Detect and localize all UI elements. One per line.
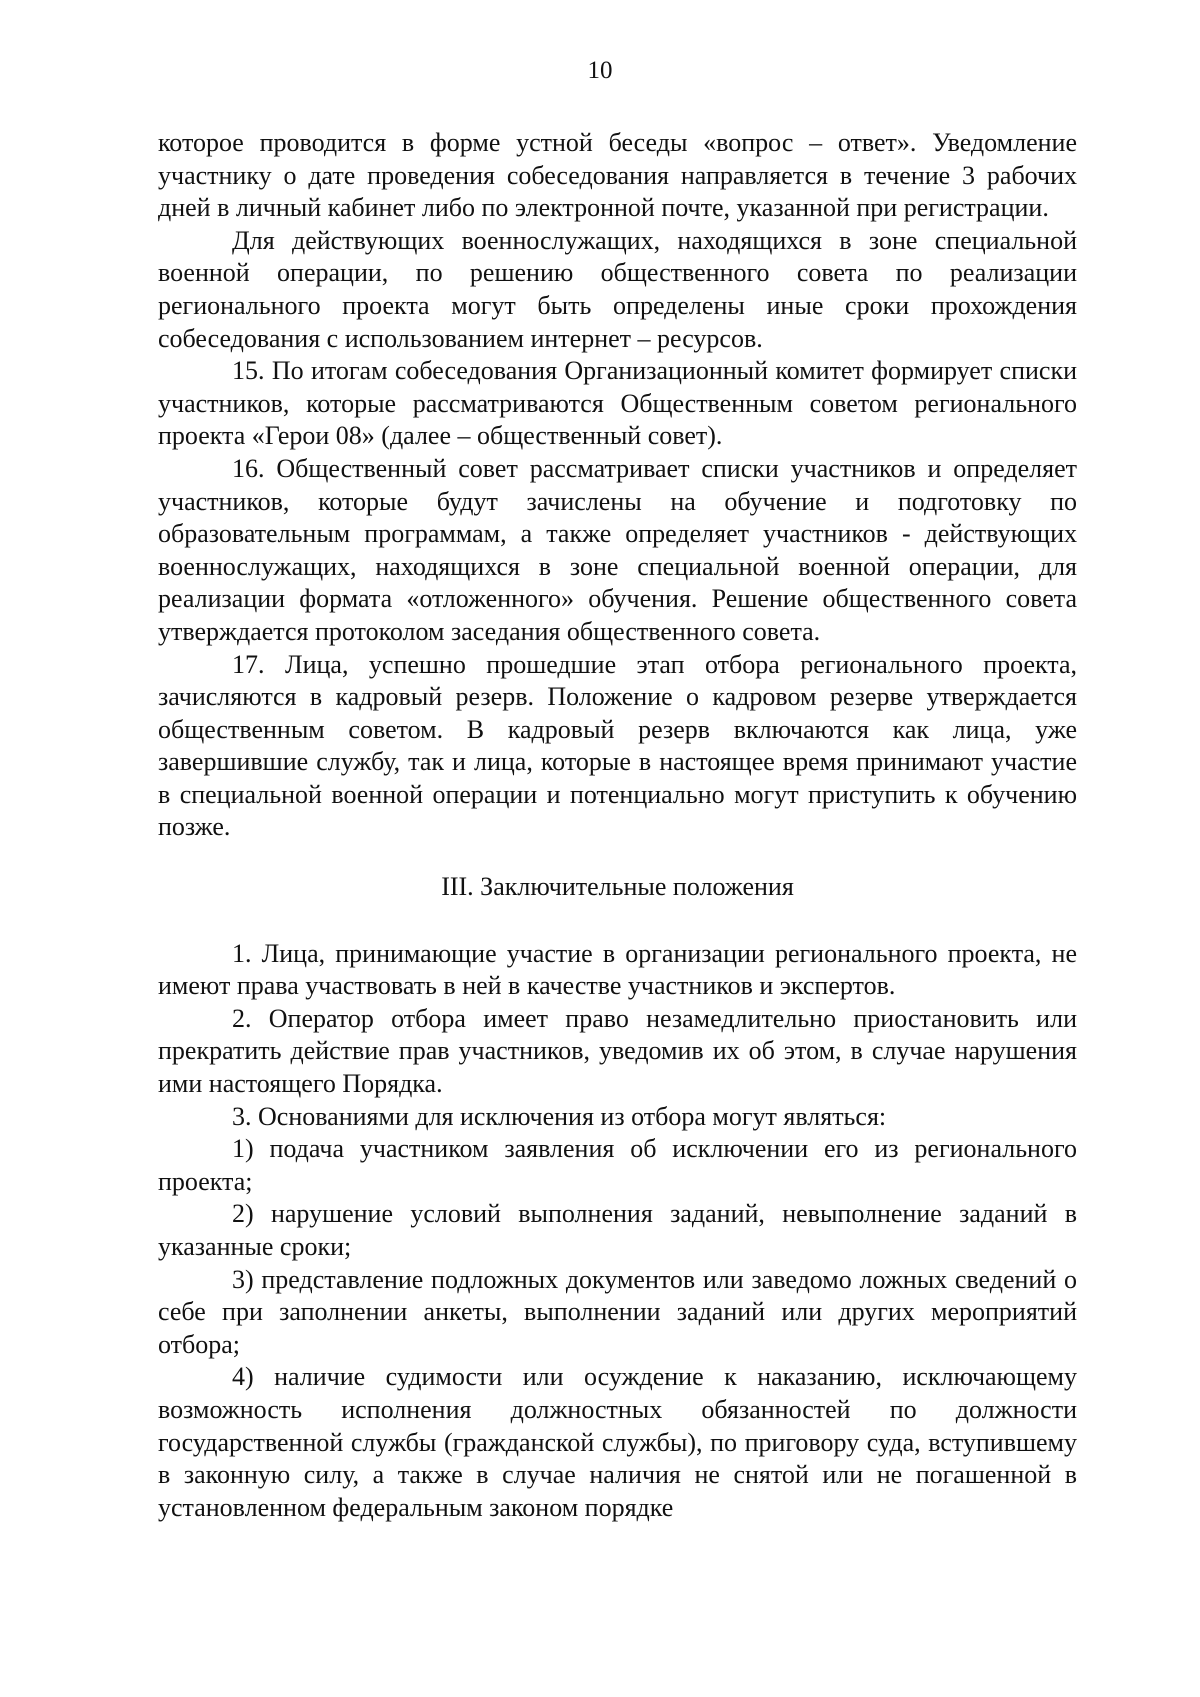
list-item: 4) наличие судимости или осуждение к наказанию, исключающему возможность исполнения должностных обязанностей по должности государственной службы (гражданской службы), по приговору суда, вступившему в законную силу, а также в случае наличия не снятой или не погашенной в установленном федеральным законом порядке (158, 1362, 1077, 1522)
document-body (158, 127, 1077, 1524)
paragraph: 15. По итогам собеседования Организационный комитет формирует списки участников, которые рассматриваются Общественным советом регионального проекта «Герои 08» (далее – общественный совет). (158, 356, 1077, 451)
list-item: 3) представление подложных документов или заведомо ложных сведений о себе при заполнении анкеты, выполнении заданий или других мероприятий отбора; (158, 1264, 1077, 1359)
spacer (158, 844, 1077, 871)
section-heading: III. Заключительные положения (441, 872, 794, 902)
paragraph: 16. Общественный совет рассматривает списки участников и определяет участников, которые будут зачислены на обучение и подготовку по образовательным программам, а также определяет участников - действующих военнослужащих, находящихся в зоне специальной военной операции, для реализации формата «отложенного» обучения. Решение общественного совета утверждается протоколом заседания общественного совета. (158, 453, 1077, 646)
paragraph: 17. Лица, успешно прошедшие этап отбора регионального проекта, зачисляются в кадровый резерв. Положение о кадровом резерве утверждается общественным советом. В кадровый резерв включаются как лица, уже завершившие службу, так и лица, которые в настоящее время принимают участие в специальной военной операции и потенциально могут приступить к обучению позже. (158, 649, 1077, 842)
page-number: 10 (587, 57, 613, 84)
paragraph: 1. Лица, принимающие участие в организации регионального проекта, не имеют права участвовать в ней в качестве участников и экспертов. (158, 938, 1077, 1001)
paragraph: которое проводится в форме устной беседы «вопрос – ответ». Уведомление участнику о дате проведения собеседования направляется в течение 3 рабочих дней в личный кабинет либо по электронной почте, указанной при регистрации. (158, 128, 1077, 223)
spacer (158, 904, 1077, 938)
paragraph: 2. Оператор отбора имеет право незамедлительно приостановить или прекратить действие прав участников, уведомив их об этом, в случае нарушения ими настоящего Порядка. (158, 1003, 1077, 1099)
paragraph: 3. Основаниями для исключения из отбора могут являться: (232, 1101, 887, 1131)
list-item: 2) нарушение условий выполнения заданий, невыполнение заданий в указанные сроки; (158, 1199, 1077, 1261)
list-item: 1) подача участником заявления об исключении его из регионального проекта; (158, 1134, 1077, 1196)
paragraph: Для действующих военнослужащих, находящихся в зоне специальной военной операции, по решению общественного совета по реализации регионального проекта могут быть определены иные сроки прохождения собеседования с использованием интернет – ресурсов. (158, 225, 1077, 353)
